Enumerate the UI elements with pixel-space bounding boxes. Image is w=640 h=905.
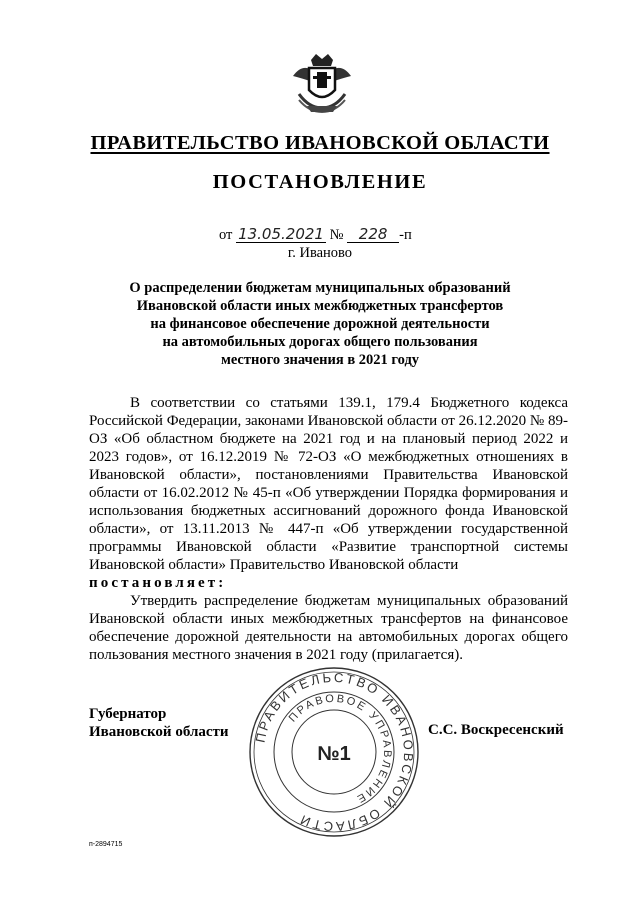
preamble-paragraph: В соответствии со статьями 139.1, 179.4 Бюджетного кодекса Российской Федерации, законами Ивановской области от 26.12.2020 № 89-ОЗ «Об областном бюджете на 2021 год и на плановый период 2022 и 2023 годов», от 16.12.2019 № 72-ОЗ «О межбюджетных отношениях в Ивановской области», постановлениями Правительства Ивановской области от 16.02.2012 № 45-п «Об утверждении Порядка формирования и использования бюджетных ассигнований дорожного фонда Ивановской области», от 13.11.2013 № 447-п «Об утверждении государственной программы Ивановской области «Развитие транспортной системы Ивановской области» Правительство Ивановской области	[89, 395, 568, 573]
subject-line: местного значения в 2021 году	[220, 352, 420, 368]
position-line: Губернатор	[89, 706, 167, 722]
document-code: п-2894715	[89, 841, 123, 848]
stamp-center: №1	[317, 743, 351, 765]
stamp-inner-text: ПРАВОВОЕ УПРАВЛЕНИЕ	[286, 692, 394, 806]
document-body	[89, 394, 568, 664]
postanovlyaet: постановляет:	[89, 575, 227, 591]
date-number-line	[219, 227, 412, 244]
number-suffix: -п	[399, 227, 412, 243]
official-stamp	[246, 664, 422, 840]
resolution-paragraph: Утвердить распределение бюджетам муниципальных образований Ивановской области иных межбюджетных трансфертов на финансовое обеспечение дорожной деятельности на автомобильных дорогах общего пользования местного значения в 2021 году (прилагается).	[89, 593, 568, 663]
signatory-name: С.С. Воскресенский	[428, 722, 564, 738]
signatory-position	[89, 705, 229, 741]
number-label: №	[329, 227, 344, 243]
city: г. Иваново	[287, 245, 353, 261]
subject-line: на финансовое обеспечение дорожной деятельности	[150, 316, 490, 332]
position-line: Ивановской области	[89, 724, 229, 740]
handwritten-number: 228	[347, 227, 399, 243]
from-label: от	[219, 227, 233, 243]
subject-line: Ивановской области иных межбюджетных трансфертов	[136, 298, 504, 314]
document-type: ПОСТАНОВЛЕНИЕ	[212, 171, 428, 193]
coat-of-arms-icon	[289, 50, 355, 116]
handwritten-date: 13.05.2021	[236, 227, 326, 243]
subject-line: на автомобильных дорогах общего пользования	[162, 334, 478, 350]
stamp-outer-text: ПРАВИТЕЛЬСТВО ИВАНОВСКОЙ ОБЛАСТИ	[252, 669, 417, 835]
government-title: ПРАВИТЕЛЬСТВО ИВАНОВСКОЙ ОБЛАСТИ	[90, 132, 550, 154]
document-subject	[0, 279, 640, 369]
subject-line: О распределении бюджетам муниципальных образований	[129, 280, 511, 296]
